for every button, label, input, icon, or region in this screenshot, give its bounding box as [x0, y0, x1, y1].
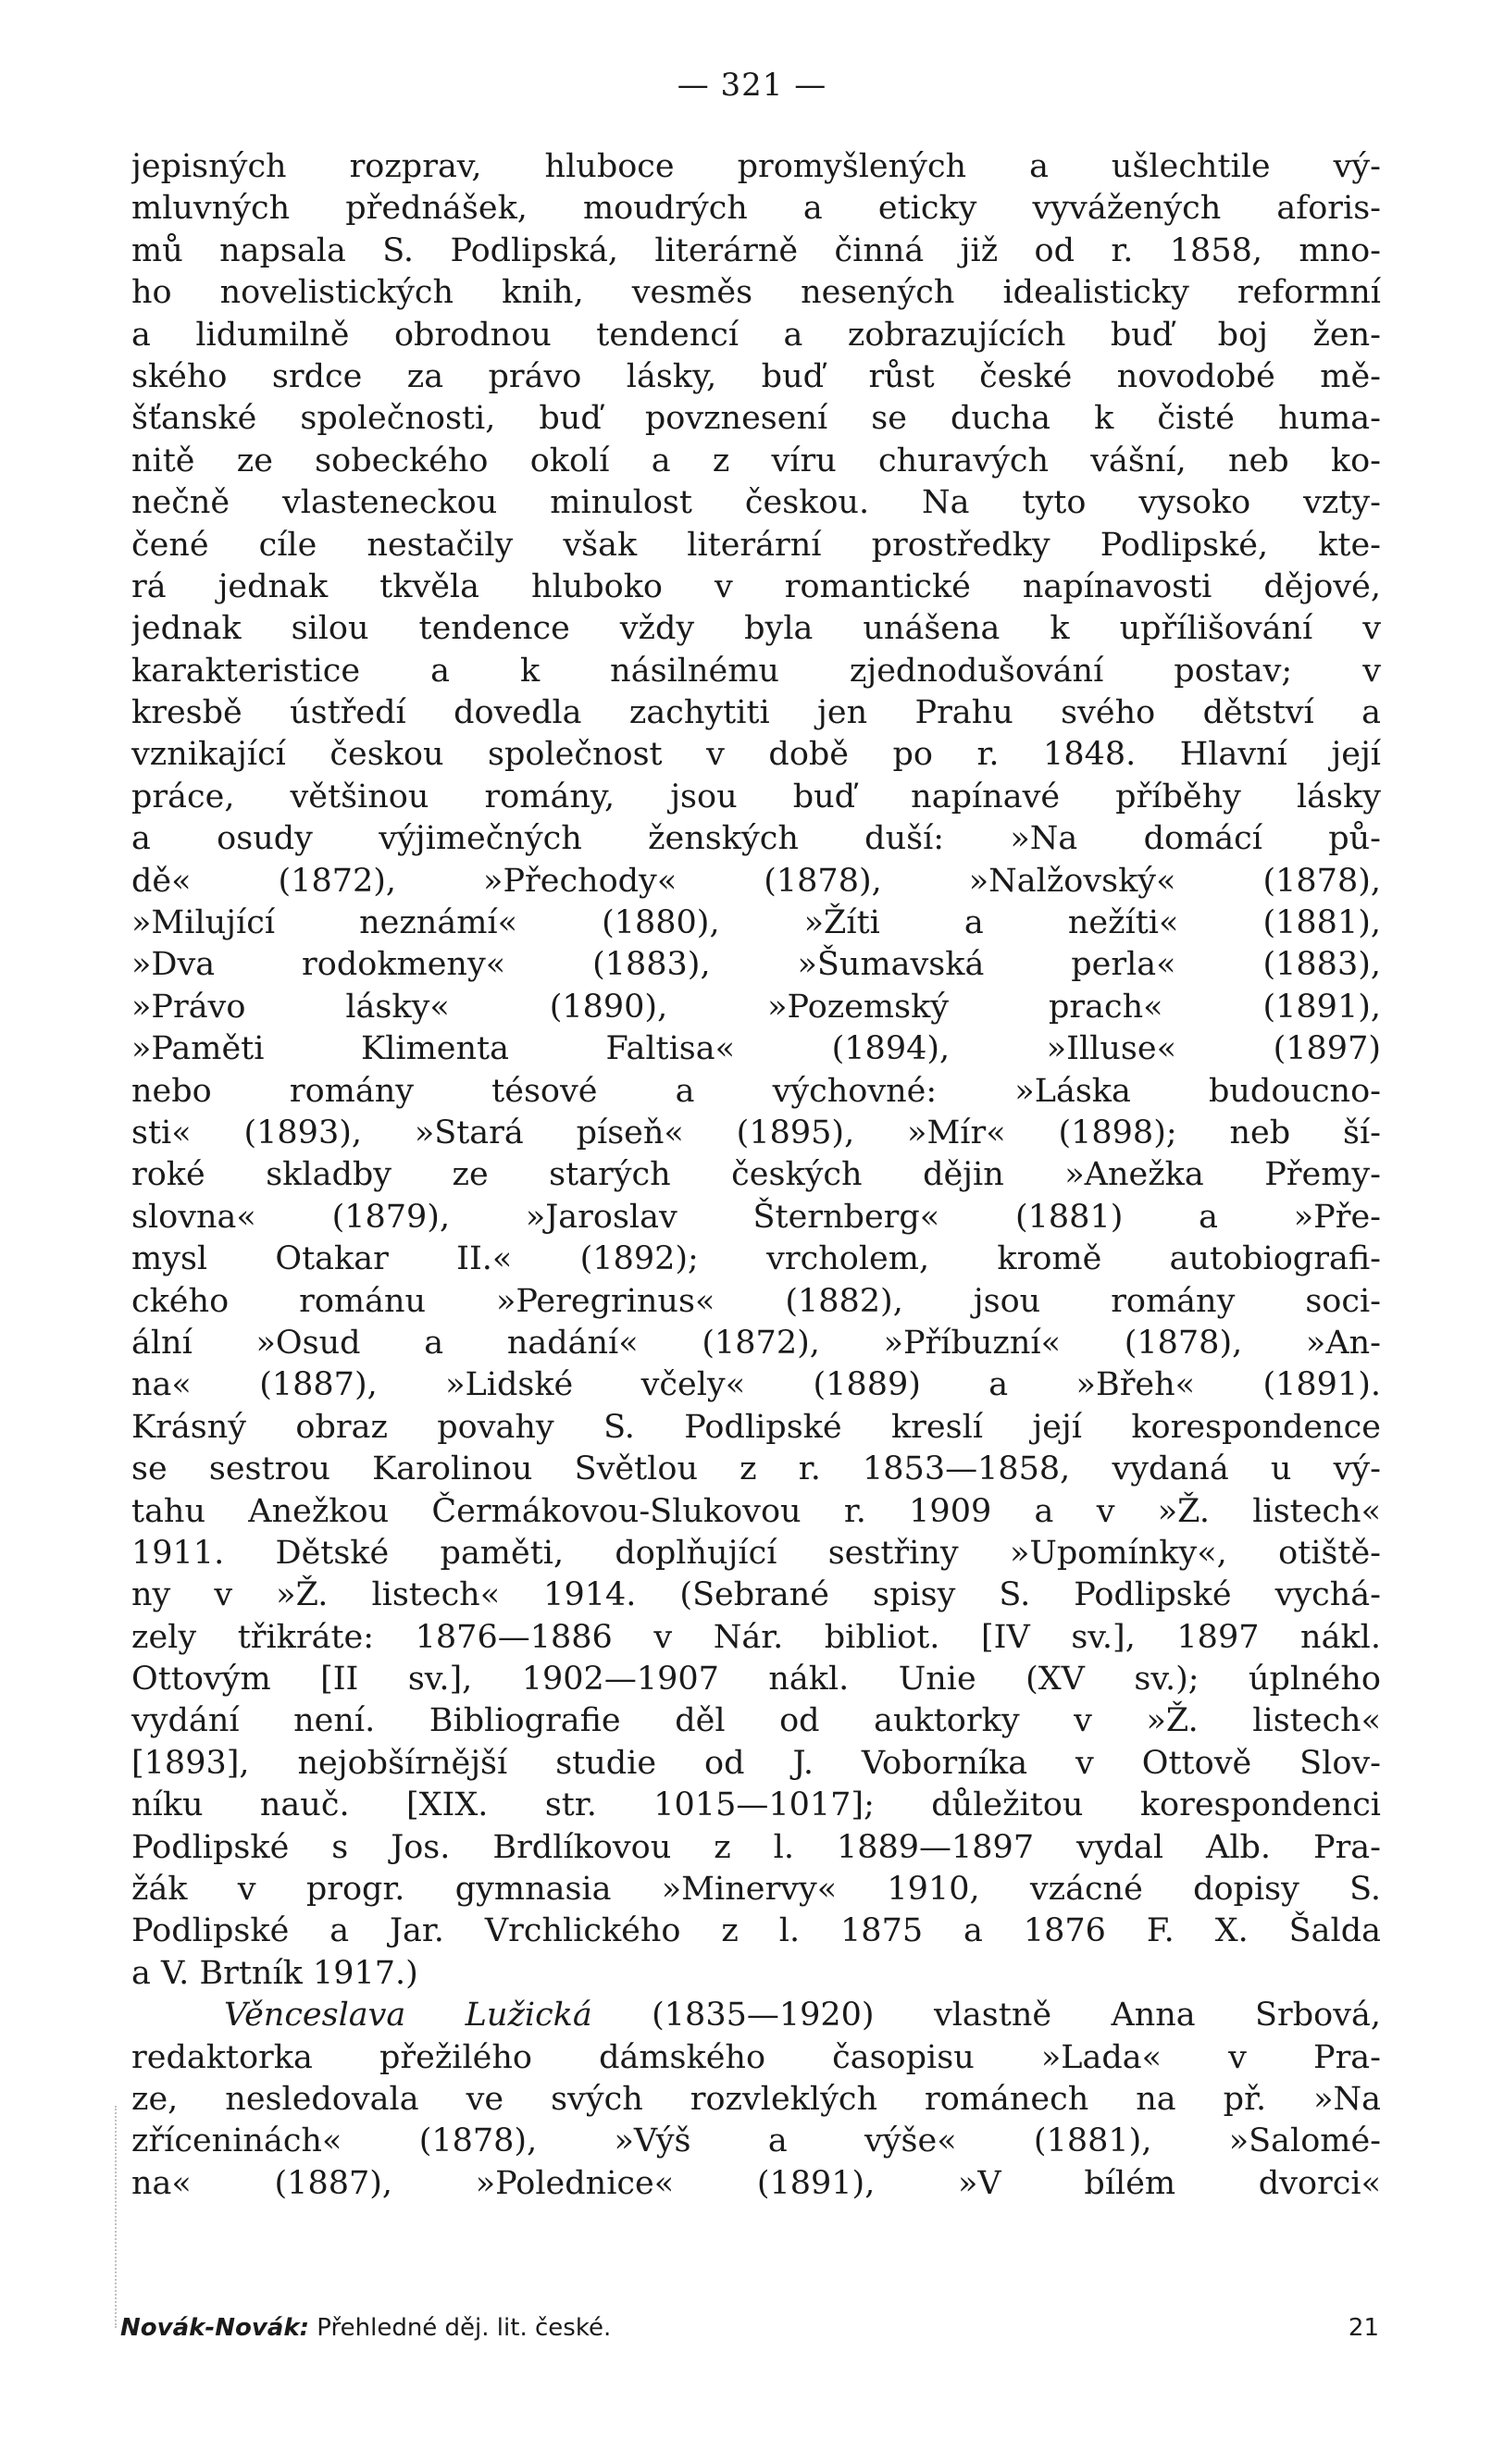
author-name: Věnceslava Lužická: [224, 1997, 592, 2035]
text-line: nitě ze sobeckého okolí a z víru churavých vášní, neb ko-: [131, 442, 1381, 479]
text-line: a osudy výjimečných ženských duší: »Na domácí pů-: [131, 820, 1381, 858]
text-line: mluvných přednášek, moudrých a eticky vyvážených aforis-: [131, 190, 1381, 228]
text-line: Podlipské s Jos. Brdlíkovou z l. 1889—1897 vydal Alb. Pra-: [131, 1828, 1381, 1866]
text-line: nečně vlasteneckou minulost českou. Na tyto vysoko vzty-: [131, 484, 1381, 522]
text-line: »Dva rodokmeny« (1883), »Šumavská perla« (1883),: [131, 946, 1381, 984]
text-line: a V. Brtník 1917.): [131, 1954, 418, 1992]
text-line: rá jednak tkvěla hluboko v romantické napínavosti dějové,: [131, 567, 1381, 605]
main-text: [131, 146, 1381, 2205]
text-line: zříceninách« (1878), »Výš a výše« (1881), »Salomé-: [131, 2122, 1381, 2160]
text-line: vydání není. Bibliografie děl od auktorky v »Ž. listech«: [131, 1702, 1381, 1740]
text-line: níku nauč. [XIX. str. 1015—1017]; důležitou korespondenci: [131, 1786, 1381, 1824]
text-line: žák v progr. gymnasia »Minervy« 1910, vzácné dopisy S.: [131, 1871, 1381, 1909]
sheet-number: 21: [1348, 2314, 1379, 2342]
text-line: mysl Otakar II.« (1892); vrcholem, kromě autobiografi-: [131, 1240, 1381, 1278]
text-line: ckého románu »Peregrinus« (1882), jsou romány soci-: [131, 1282, 1381, 1320]
text-line: slovna« (1879), »Jaroslav Šternberg« (1881) a »Pře-: [131, 1198, 1381, 1236]
text-line: ální »Osud a nadání« (1872), »Příbuzní« (1878), »An-: [131, 1324, 1381, 1362]
text-line: dě« (1872), »Přechody« (1878), »Nalžovský« (1878),: [131, 862, 1381, 900]
text-line: sti« (1893), »Stará píseň« (1895), »Mír« (1898); neb ší-: [131, 1114, 1381, 1151]
footer-author: Novák-Novák:: [120, 2314, 310, 2342]
text-line: roké skladby ze starých českých dějin »Anežka Přemy-: [131, 1156, 1381, 1194]
paragraph-luzicka: [131, 1995, 1381, 2205]
margin-damage: [115, 2106, 130, 2328]
text-line: ho novelistických knih, vesměs nesených idealisticky reformní: [131, 274, 1381, 312]
text-line: »Paměti Klimenta Faltisa« (1894), »Illuse« (1897): [131, 1030, 1381, 1068]
text-line: redaktorka přežilého dámského časopisu »Lada« v Pra-: [131, 2038, 1381, 2076]
footer-signature: [120, 2314, 611, 2342]
text-line: Podlipské a Jar. Vrchlického z l. 1875 a 1876 F. X. Šalda: [131, 1912, 1381, 1950]
text-line: Ottovým [II sv.], 1902—1907 nákl. Unie (XV sv.); úplného: [131, 1661, 1381, 1699]
text-line: jepisných rozprav, hluboce promyšlených a ušlechtile vý-: [131, 148, 1381, 185]
author-dates: (1835—1920) vlastně Anna Srbová,: [591, 1997, 1381, 2035]
page-number: — 321 —: [677, 67, 827, 104]
text-line: [1893], nejobšírnější studie od J. Voborníka v Ottově Slov-: [131, 1744, 1381, 1782]
text-line: nebo romány tésové a výchovné: »Láska budoucno-: [131, 1072, 1381, 1110]
text-line: tahu Anežkou Čermákovou-Slukovou r. 1909 a v »Ž. listech«: [131, 1492, 1381, 1530]
text-line: čené cíle nestačily však literární prostředky Podlipské, kte-: [131, 526, 1381, 564]
text-line: [131, 1995, 1381, 2036]
text-line: 1911. Dětské paměti, doplňující sestřiny »Upomínky«, otiště-: [131, 1534, 1381, 1572]
text-line: se sestrou Karolinou Světlou z r. 1853—1858, vydaná u vý-: [131, 1450, 1381, 1488]
text-line: ny v »Ž. listech« 1914. (Sebrané spisy S. Podlipské vychá-: [131, 1576, 1381, 1614]
text-line: jednak silou tendence vždy byla unášena k upřílišování v: [131, 610, 1381, 648]
text-line: ského srdce za právo lásky, buď růst české novodobé mě-: [131, 357, 1381, 395]
text-line: »Právo lásky« (1890), »Pozemský prach« (1891),: [131, 988, 1381, 1026]
text-line: na« (1887), »Polednice« (1891), »V bílém dvorci«: [131, 2164, 1381, 2202]
text-line: karakteristice a k násilnému zjednodušování postav; v: [131, 652, 1381, 690]
footer-title: Přehledné děj. lit. české.: [309, 2314, 612, 2342]
text-line: Krásný obraz povahy S. Podlipské kreslí její korespondence: [131, 1408, 1381, 1446]
text-line: vznikající českou společnost v době po r. 1848. Hlavní její: [131, 736, 1381, 774]
paragraph-podlipska: [131, 146, 1381, 1995]
text-line: ze, nesledovala ve svých rozvleklých románech na př. »Na: [131, 2080, 1381, 2118]
text-line: šťanské společnosti, buď povznesení se ducha k čisté huma-: [131, 400, 1381, 438]
text-line: zely třikráte: 1876—1886 v Nár. bibliot. [IV sv.], 1897 nákl.: [131, 1618, 1381, 1656]
text-line: »Milující neznámí« (1880), »Žíti a nežíti« (1881),: [131, 904, 1381, 942]
text-line: kresbě ústředí dovedla zachytiti jen Prahu svého dětství a: [131, 694, 1381, 732]
text-line: mů napsala S. Podlipská, literárně činná již od r. 1858, mno-: [131, 231, 1381, 269]
text-line: a lidumilně obrodnou tendencí a zobrazujících buď boj žen-: [131, 316, 1381, 354]
text-line: na« (1887), »Lidské včely« (1889) a »Břeh« (1891).: [131, 1366, 1381, 1404]
text-line: práce, většinou romány, jsou buď napínavé příběhy lásky: [131, 778, 1381, 815]
